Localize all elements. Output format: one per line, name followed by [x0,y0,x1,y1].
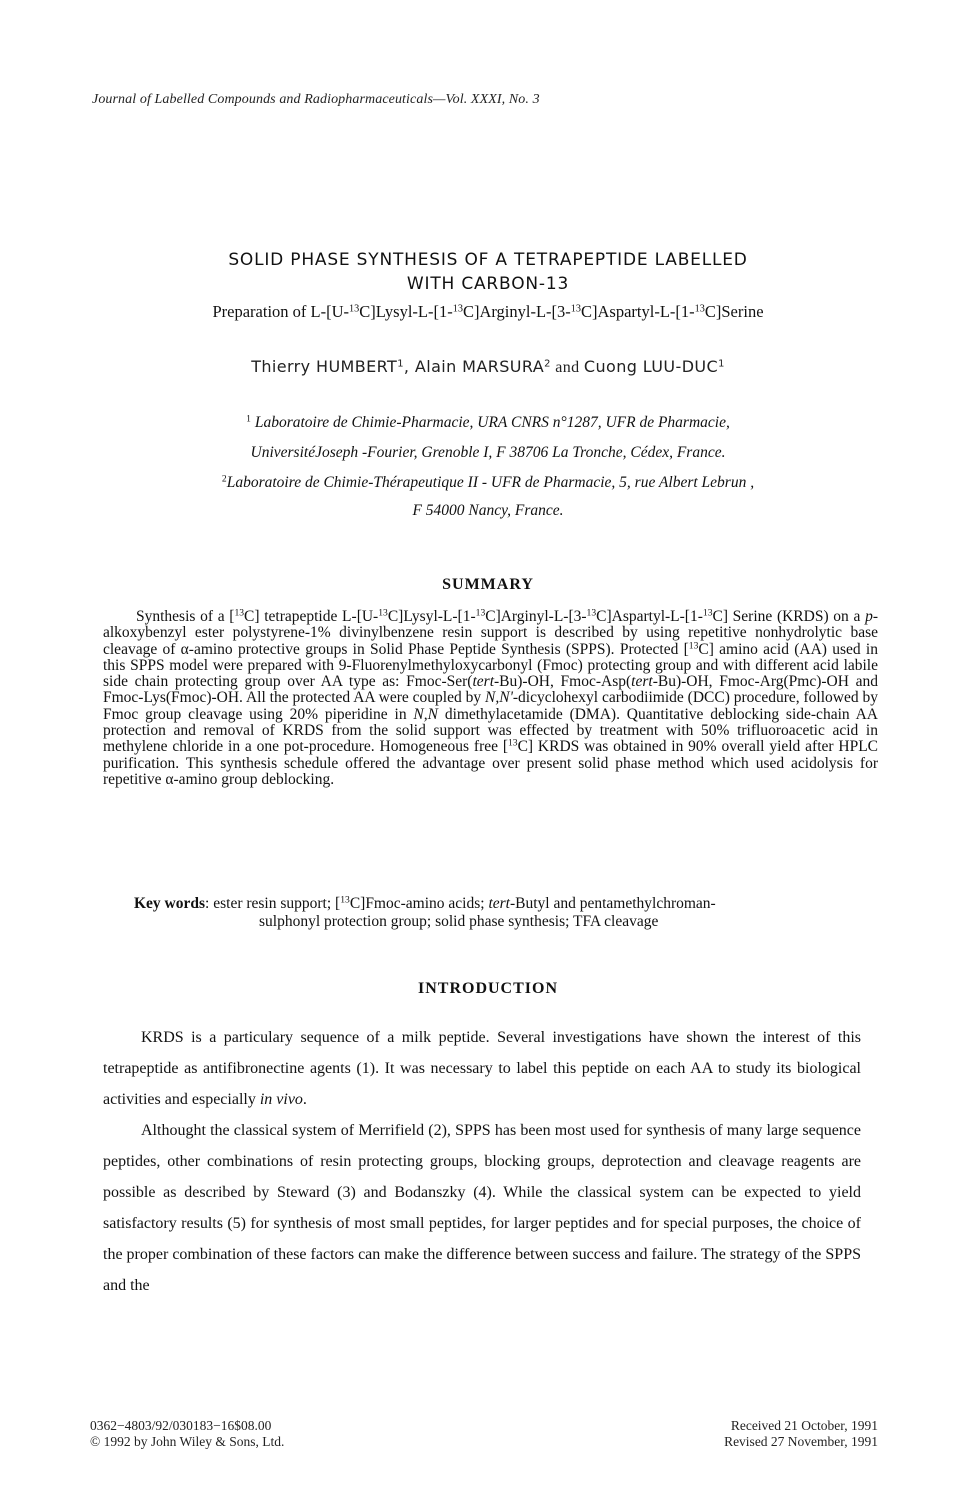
introduction-paragraph-1: KRDS is a particulary sequence of a milk peptide. Several investigations have shown the interest of this tetrapeptide as antifibronectine agents (1). It was necessary to label this peptide on each AA to study its biological activities and especially in vivo. [103,1029,861,1108]
author-separator: and [550,359,584,376]
footer-received: Received 21 October, 1991 [730,1418,878,1433]
author-name: Alain MARSURA [414,357,545,376]
journal-header: Journal of Labelled Compounds and Radiopharmaceuticals—Vol. XXXI, No. 3 [92,92,540,107]
author-affiliation-mark: 2 [544,358,551,370]
keywords-label: Key words [134,895,206,912]
keywords: Key words: ester resin support; [$^{13}$C]Fmoc-amino acids; tert-Butyl and pentamethylchroman- sulphonyl protection group; solid phase synthesis; TFA cleavage [134,895,854,931]
subtitle-sup: 13 [349,303,360,315]
paper-title [0,248,976,296]
subtitle-text: C]Arginyl-L-[3- [462,302,571,321]
footer-revised: Revised 27 November, 1991 [724,1434,878,1449]
subtitle-sup: 13 [694,303,705,315]
subtitle-text: Preparation of L-[U- [212,302,350,321]
author-name: Thierry HUMBERT [251,357,398,376]
author-separator: , [403,357,415,376]
title-line-1: SOLID PHASE SYNTHESIS OF A TETRAPEPTIDE LABELLED [228,250,748,270]
subtitle-text: C]Lysyl-L-[1- [359,302,453,321]
introduction-paragraph-2: Althought the classical system of Merrifield (2), SPPS has been most used for synthesis of many large sequence peptides, other combinations of resin protecting groups, blocking groups, deprotection and cleavage reagents are possible as described by Steward (3) and Bodanszky (4). While the classical system can be expected to yield satisfactory results (5) for synthesis of most small peptides, for larger peptides and for special purposes, the choice of the proper combination of these factors can make the difference between success and failure. The strategy of the SPPS and the [103,1122,861,1294]
subtitle-sup: 13 [452,303,463,315]
subtitle-text: C]Serine [704,302,764,321]
subtitle-text: C]Aspartyl-L-[1- [581,302,695,321]
author-affiliation-mark: 1 [718,358,725,370]
affiliation-1-line-2: UniversitéJoseph -Fourier, Grenoble I, F 38706 La Tronche, Cédex, France. [250,444,726,461]
affiliation-2-line-1 [0,474,976,492]
footer-dates [724,1418,878,1450]
author-list [0,357,976,377]
summary-paragraph: Synthesis of a [$^{13}$C] tetrapeptide L-[U-$^{13}$C]Lysyl-L-[1-$^{13}$C]Arginyl-L-[3-$^{13}$C]Aspartyl-L-[1-$^{13}$C] Serine (KRDS) on a p-alkoxybenzyl ester polystyrene-1% divinylbenzene resin support is described by using repetitive nonhydrolytic base cleavage of α-amino protective groups in Solid Phase Peptide Synthesis (SPPS). Protected [$^{13}$C] amino acid (AA) used in this SPPS model were prepared with 9-Fluorenylmethyloxycarbonyl (Fmoc) protecting group and with different acid labile side chain protecting group over AA type as: Fmoc-Ser(tert-Bu)-OH, Fmoc-Asp(tert-Bu)-OH, Fmoc-Arg(Pmc)-OH and Fmoc-Lys(Fmoc)-OH. All the protected AA were coupled by N,N'-dicyclohexyl carbodiimide (DCC) procedure, followed by Fmoc group cleavage using 20% piperidine in N,N dimethylacetamide (DMA). Quantitative deblocking side-chain AA protection and removal of KRDS from the solid support was effected by treatment with 50% trifluoroacetic acid in methylene chloride in a one pot-procedure. Homogeneous free [$^{13}$C] KRDS was obtained in 90% overall yield after HPLC purification. This synthesis schedule offered the advantage over present solid phase method which used acidolysis for repetitive α-amino group deblocking. [103,607,879,788]
introduction-body [103,1022,861,1301]
summary-abstract [103,609,878,788]
affiliation-text: Laboratoire de Chimie-Pharmacie, URA CNRS n°1287, UFR de Pharmacie, [250,414,730,431]
subtitle-sup: 13 [570,303,581,315]
author-affiliation-mark: 1 [397,358,404,370]
footer-copyright: © 1992 by John Wiley & Sons, Ltd. [90,1434,285,1449]
introduction-heading: INTRODUCTION [417,980,558,997]
affiliation-2-line-2: F 54000 Nancy, France. [412,502,564,519]
affiliation-text: Laboratoire de Chimie-Thérapeutique II - UFR de Pharmacie, 5, rue Albert Lebrun , [226,474,755,491]
author-name: Cuong LUU-DUC [583,357,719,376]
footer-code: 0362−4803/92/030183−16$08.00 [90,1418,272,1433]
footer-publication-info [90,1418,284,1450]
summary-heading: SUMMARY [442,576,534,593]
paper-subtitle [0,302,976,322]
affiliation-mark: 1 [246,413,251,425]
affiliation-mark: 2 [221,473,227,485]
title-line-2: WITH CARBON-13 [406,274,570,294]
affiliation-1-line-1 [0,414,976,432]
keywords-line-2: sulphonyl protection group; solid phase synthesis; TFA cleavage [259,913,659,930]
